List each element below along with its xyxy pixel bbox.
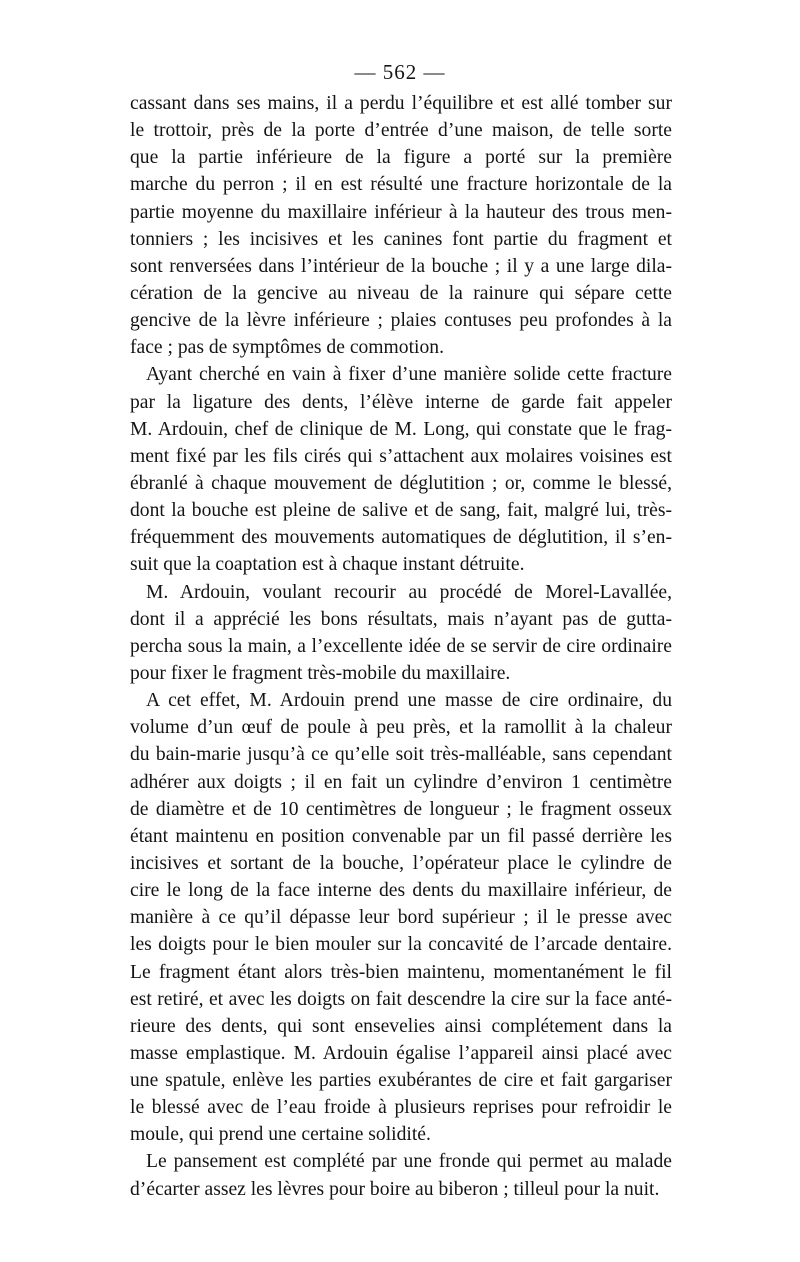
text-line: tonniers ; les incisives et les canines font partie du fragment et: [130, 228, 672, 250]
text-line: partie moyenne du maxillaire inférieur à la hauteur des trous men-: [130, 201, 672, 223]
text-line: Ayant cherché en vain à fixer d’une manière solide cette fracture: [146, 364, 672, 386]
text-line: fréquemment des mouvements automatiques de déglutition, il s’en-: [130, 527, 672, 549]
text-line: suit que la coaptation est à chaque instant détruite.: [130, 554, 525, 576]
paragraph: [130, 361, 672, 578]
text-line: dont il a apprécié les bons résultats, mais n’ayant pas de gutta-: [130, 608, 672, 630]
text-line: cération de la gencive au niveau de la rainure qui sépare cette: [130, 282, 672, 304]
text-line: du bain-marie jusqu’à ce qu’elle soit très-malléable, sans cependant: [130, 744, 672, 766]
page-number: — 562 —: [354, 60, 446, 84]
text-line: A cet effet, M. Ardouin prend une masse de cire ordinaire, du: [146, 690, 672, 712]
text-line: Le pansement est complété par une fronde qui permet au malade: [146, 1151, 672, 1173]
text-line: que la partie inférieure de la figure a porté sur la première: [130, 147, 672, 169]
text-line: moule, qui prend une certaine solidité.: [130, 1124, 431, 1146]
text-line: incisives et sortant de la bouche, l’opérateur place le cylindre de: [130, 852, 672, 874]
text-line: ébranlé à chaque mouvement de déglutition ; or, comme le blessé,: [130, 472, 672, 494]
text-line: est retiré, et avec les doigts on fait descendre la cire sur la face anté-: [130, 988, 672, 1010]
text-line: marche du perron ; il en est résulté une fracture horizontale de la: [130, 174, 672, 196]
text-line: cire le long de la face interne des dents du maxillaire inférieur, de: [130, 880, 672, 902]
text-line: les doigts pour le bien mouler sur la concavité de l’arcade dentaire.: [130, 934, 672, 956]
text-line: M. Ardouin, chef de clinique de M. Long, qui constate que le frag-: [130, 418, 672, 440]
paragraph: [130, 90, 672, 361]
text-line: étant maintenu en position convenable par un fil passé derrière les: [130, 825, 672, 847]
text-line: par la ligature des dents, l’élève interne de garde fait appeler: [130, 391, 672, 413]
body-text: [130, 90, 672, 1203]
text-line: pour fixer le fragment très-mobile du maxillaire.: [130, 662, 511, 684]
text-line: percha sous la main, a l’excellente idée de se servir de cire ordinaire: [130, 635, 672, 657]
paragraph: [130, 687, 672, 1148]
paragraph: [130, 1148, 672, 1202]
text-line: volume d’un œuf de poule à peu près, et la ramollit à la chaleur: [130, 717, 672, 739]
text-line: de diamètre et de 10 centimètres de longueur ; le fragment osseux: [130, 798, 672, 820]
text-line: rieure des dents, qui sont ensevelies ainsi complétement dans la: [130, 1015, 672, 1037]
text-line: Le fragment étant alors très-bien maintenu, momentanément le fil: [130, 961, 672, 983]
text-line: M. Ardouin, voulant recourir au procédé de Morel-Lavallée,: [146, 581, 672, 603]
text-line: ment fixé par les fils cirés qui s’attachent aux molaires voisines est: [130, 445, 672, 467]
text-line: adhérer aux doigts ; il en fait un cylindre d’environ 1 centimètre: [130, 771, 672, 793]
paragraph: [130, 579, 672, 688]
text-line: cassant dans ses mains, il a perdu l’équilibre et est allé tomber sur: [130, 93, 672, 114]
text-line: une spatule, enlève les parties exubérantes de cire et fait gargariser: [130, 1070, 672, 1092]
text-line: le blessé avec de l’eau froide à plusieurs reprises pour refroidir le: [130, 1097, 672, 1119]
text-line: masse emplastique. M. Ardouin égalise l’appareil ainsi placé avec: [130, 1042, 672, 1064]
text-line: d’écarter assez les lèvres pour boire au biberon ; tilleul pour la nuit.: [130, 1178, 660, 1200]
text-line: dont la bouche est pleine de salive et de sang, fait, malgré lui, très-: [130, 500, 672, 522]
text-line: manière à ce qu’il dépasse leur bord supérieur ; il le presse avec: [130, 907, 672, 929]
text-line: gencive de la lèvre inférieure ; plaies contuses peu profondes à la: [130, 310, 672, 332]
text-line: le trottoir, près de la porte d’entrée d’une maison, de telle sorte: [130, 120, 672, 142]
text-line: sont renversées dans l’intérieur de la bouche ; il y a une large dila-: [130, 255, 672, 277]
text-line: face ; pas de symptômes de commotion.: [130, 337, 444, 359]
